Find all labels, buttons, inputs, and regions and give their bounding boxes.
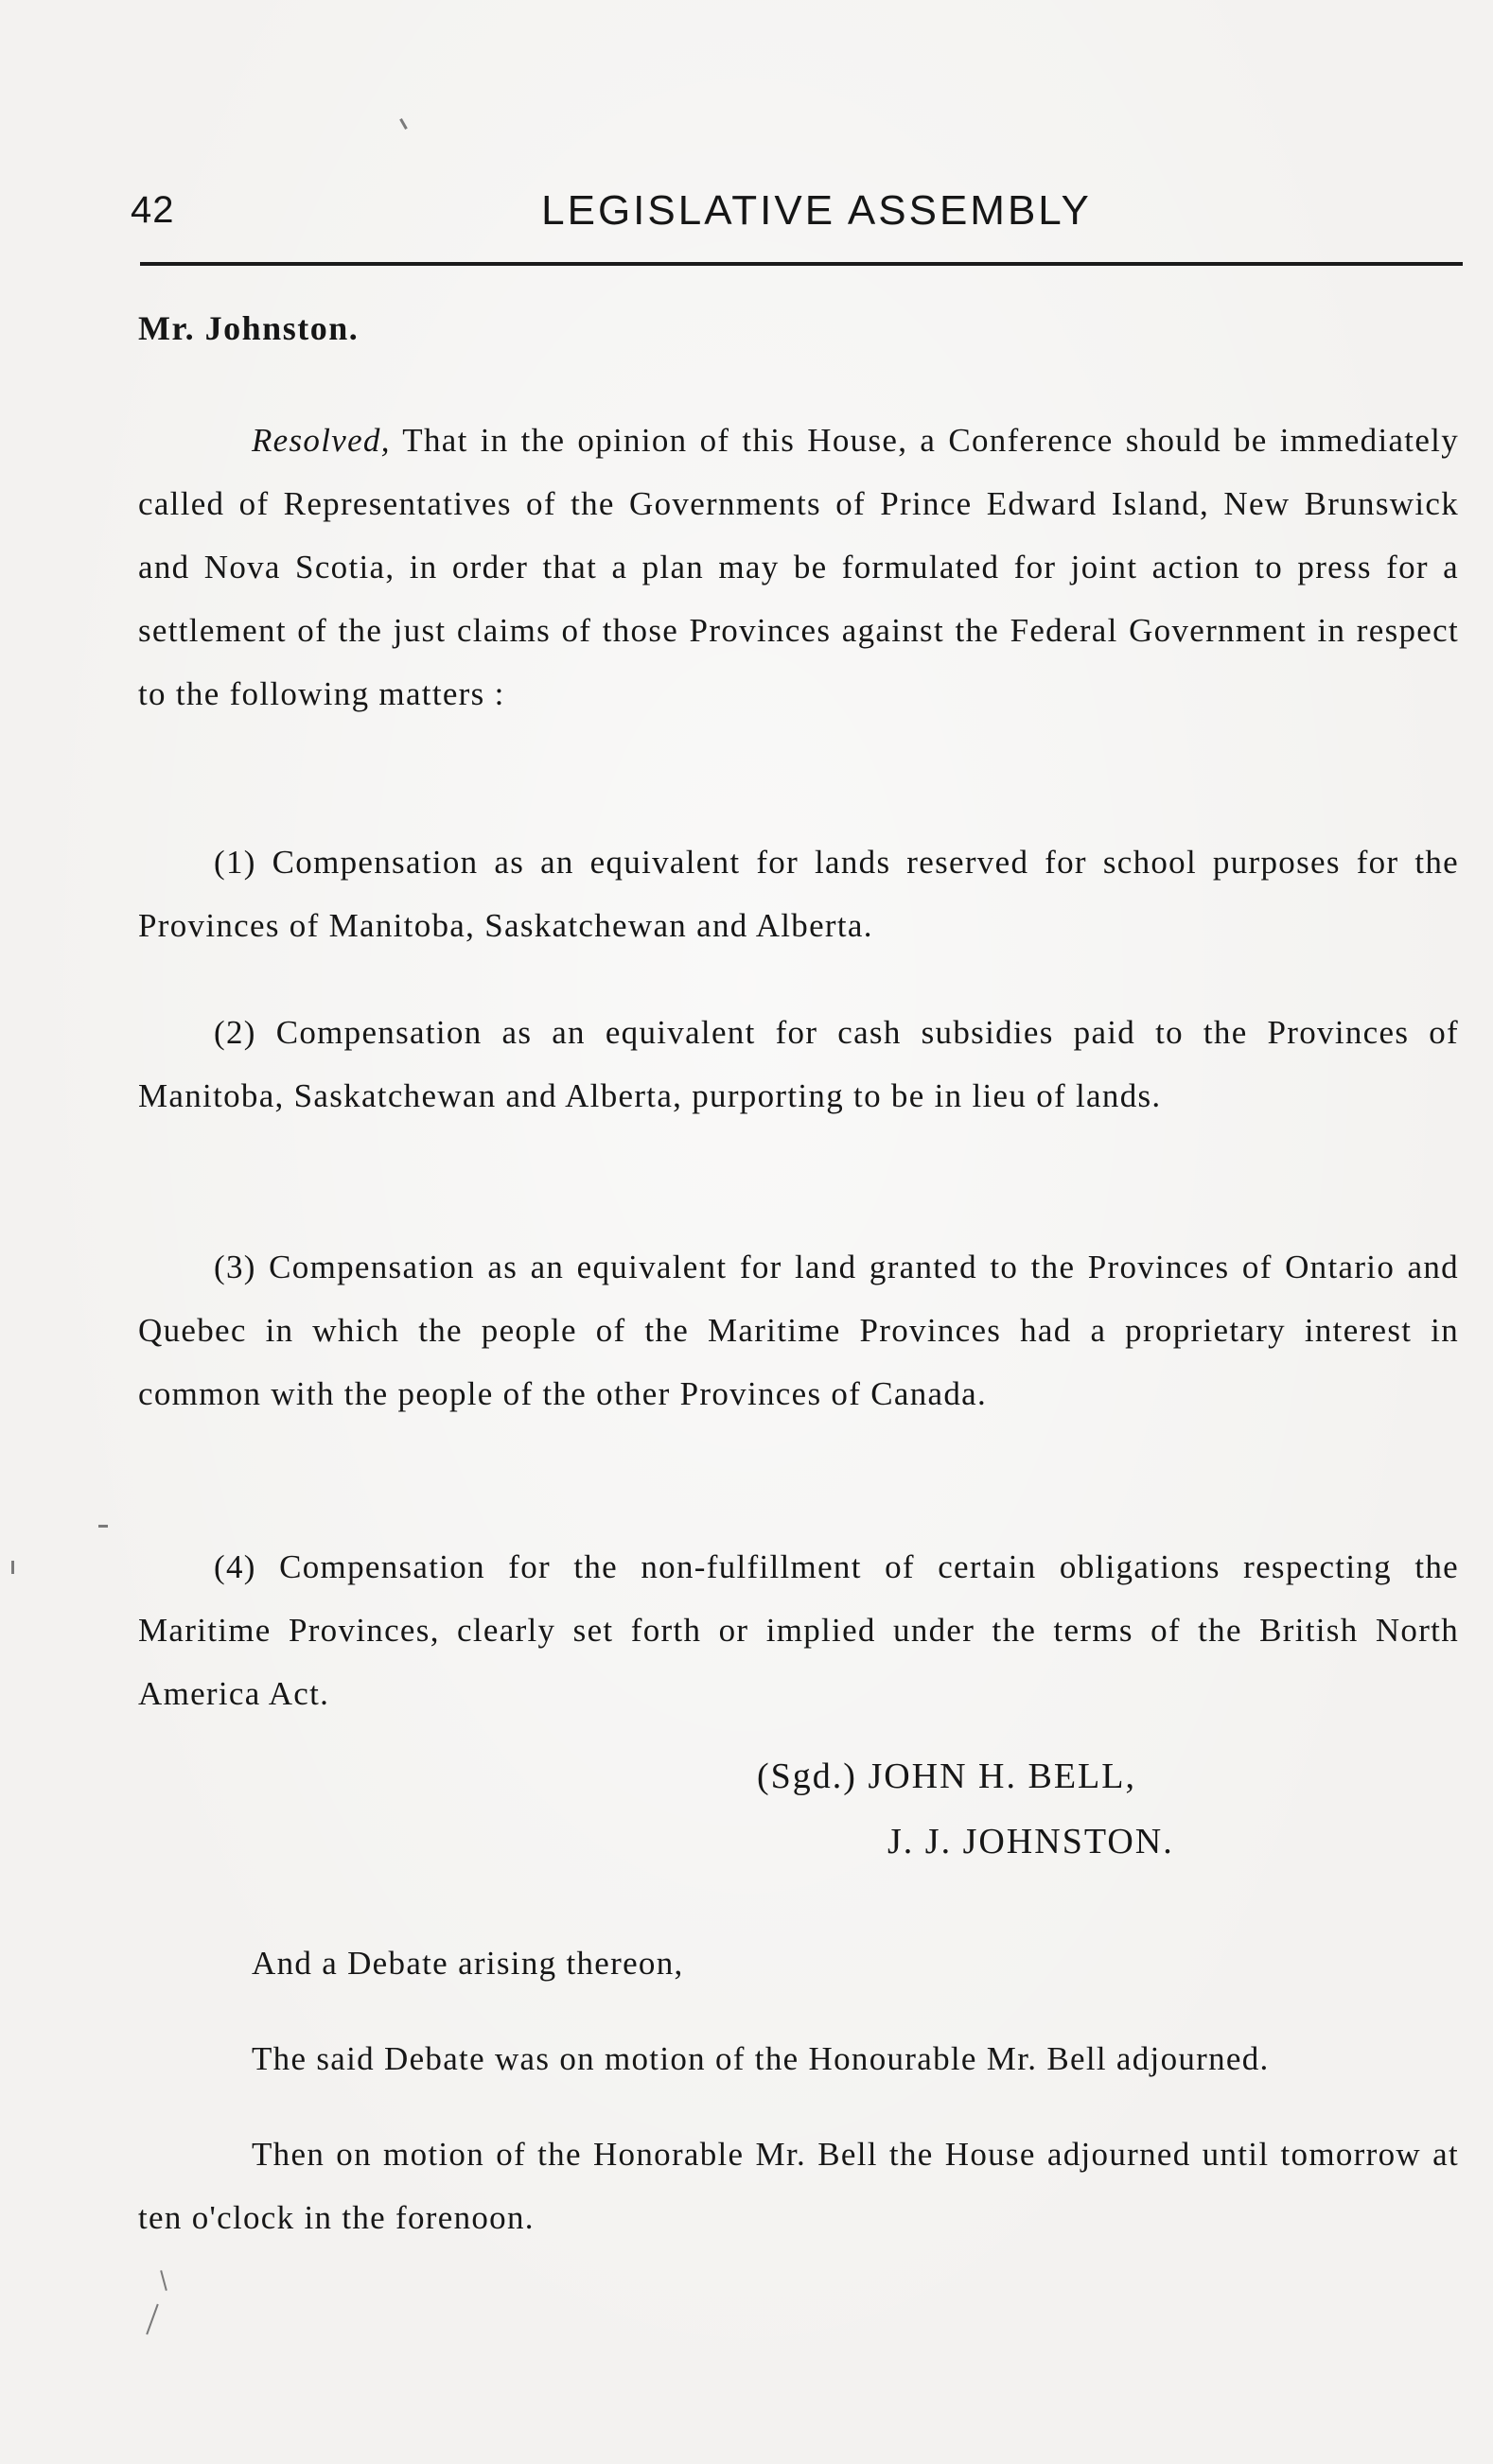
page-number: 42: [131, 189, 175, 231]
item-number: (1): [214, 844, 256, 881]
item-text: Compensation as an equivalent for cash subsidies paid to the Provinces of Manitoba, Saskatchewan and Alberta, purporting to be in lieu of lands.: [138, 1014, 1459, 1114]
resolution-paragraph: [138, 409, 1459, 725]
header-rule: [140, 262, 1463, 266]
resolved-keyword: Resolved,: [252, 422, 391, 459]
scan-speck: [146, 2304, 159, 2335]
item-number: (3): [214, 1249, 256, 1285]
resolution-item: [138, 830, 1459, 957]
resolution-item: [138, 1235, 1459, 1425]
item-number: (2): [214, 1014, 256, 1051]
resolution-item: [138, 1535, 1459, 1725]
mover-name: Mr. Johnston.: [138, 309, 360, 347]
item-number: (4): [214, 1548, 256, 1585]
signature-johnston: J. J. JOHNSTON.: [887, 1822, 1174, 1861]
resolution-intro: That in the opinion of this House, a Conference should be immediately called of Representatives of the Governments of Prince Edward Island, New Brunswick and Nova Scotia, in order that a plan may be formulated for joint action to press for a settlement of the just claims of those Provinces against the Federal Government in respect to the following matters :: [138, 422, 1459, 712]
running-header: [131, 182, 1463, 248]
item-text: Compensation for the non-fulfillment of certain obligations respecting the Maritime Provinces, clearly set forth or implied under the terms of the British North America Act.: [138, 1548, 1459, 1712]
proceeding-debate-adjourned: The said Debate was on motion of the Honourable Mr. Bell adjourned.: [252, 2040, 1270, 2077]
resolution-item: [138, 1001, 1459, 1127]
signature-bell: (Sgd.) JOHN H. BELL,: [757, 1756, 1136, 1796]
proceeding-house-adjourned: Then on motion of the Honorable Mr. Bell the House adjourned until tomorrow at ten o'clock in the forenoon.: [138, 2136, 1459, 2236]
scan-speck: [11, 1561, 14, 1574]
item-text: Compensation as an equivalent for lands reserved for school purposes for the Provinces of Manitoba, Saskatchewan and Alberta.: [138, 844, 1459, 944]
running-title: LEGISLATIVE ASSEMBLY: [541, 187, 1092, 234]
proceeding-debate: And a Debate arising thereon,: [252, 1945, 684, 1982]
scan-speck: [160, 2270, 167, 2291]
item-text: Compensation as an equivalent for land granted to the Provinces of Ontario and Quebec in which the people of the Maritime Provinces had a proprietary interest in common with the people of the other Provinces of Canada.: [138, 1249, 1459, 1412]
scan-speck: [399, 118, 408, 130]
scan-speck: [98, 1525, 108, 1528]
